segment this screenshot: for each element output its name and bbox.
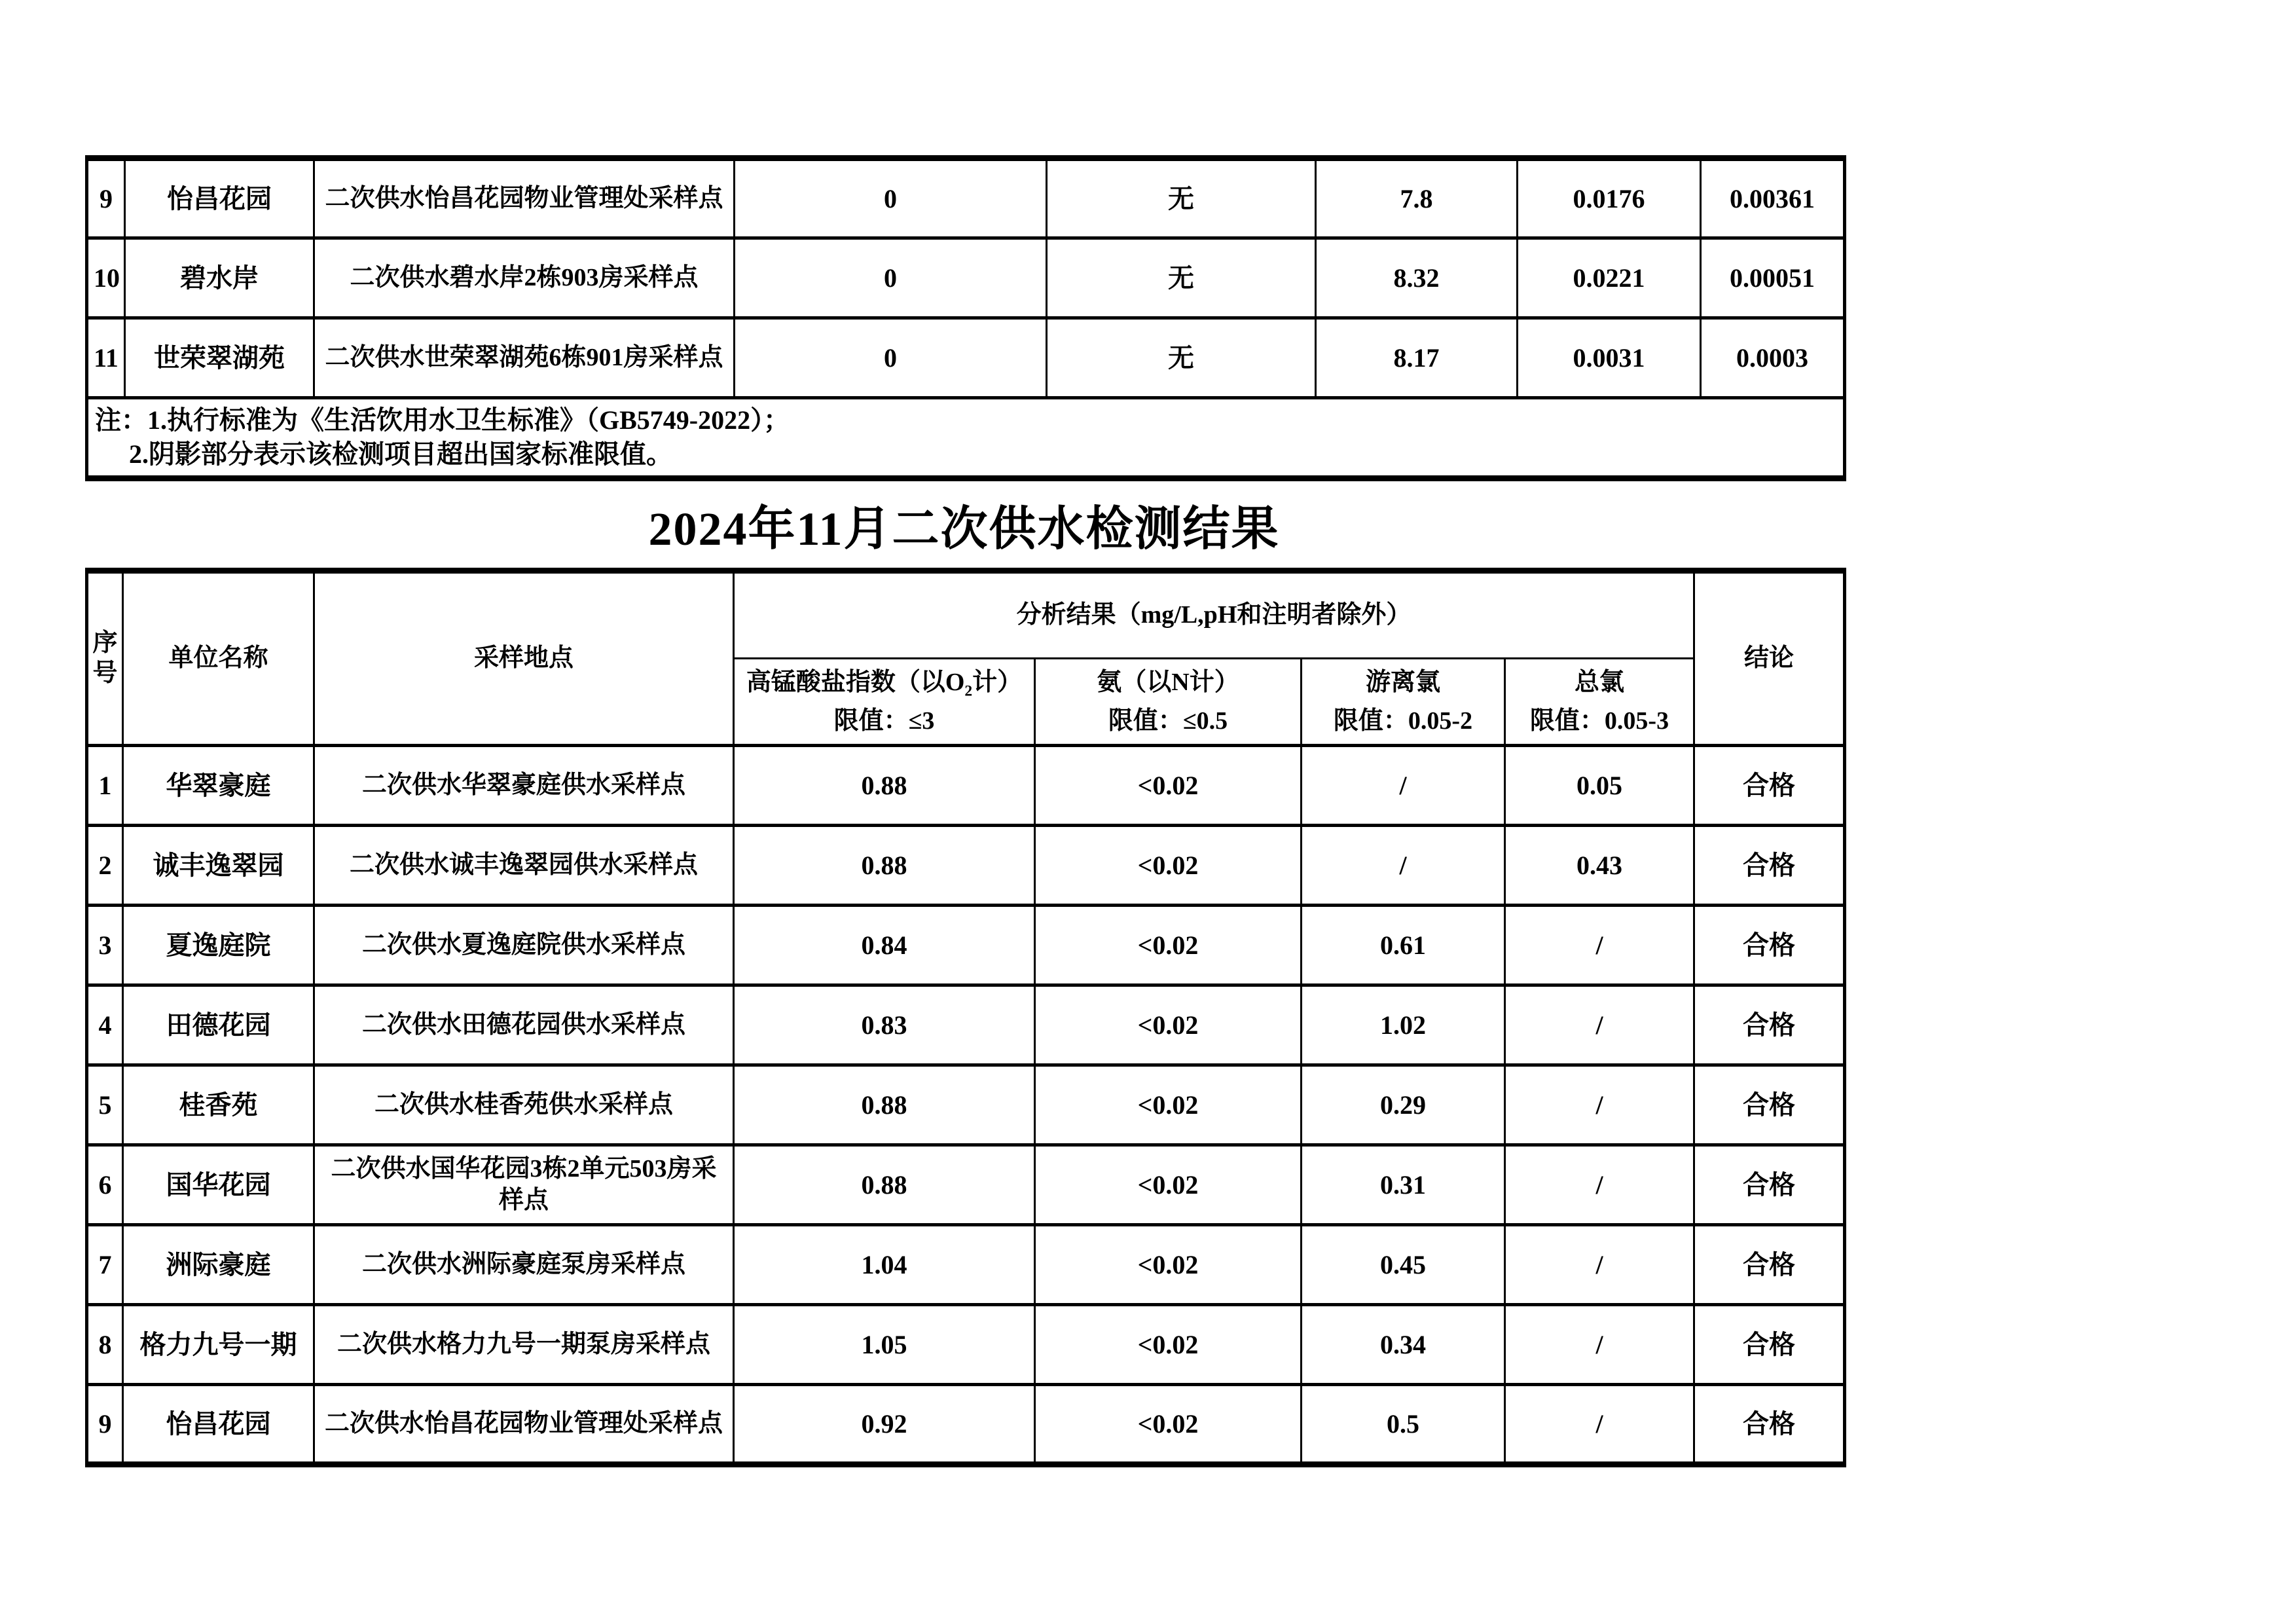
cell-unit-name: 世荣翠湖苑 — [125, 318, 314, 398]
previous-results-table — [85, 155, 1846, 481]
cell-seq: 1 — [87, 746, 123, 826]
table-row — [87, 1065, 1845, 1145]
header-unit-name: 单位名称 — [123, 571, 314, 746]
cell-value-1: 0 — [735, 238, 1047, 318]
cell-value-5: 0.00051 — [1701, 238, 1845, 318]
cell-conclusion: 合格 — [1694, 985, 1845, 1065]
cell-seq: 11 — [87, 318, 125, 398]
ammonia-limit: 限值：≤0.5 — [1108, 707, 1228, 735]
cell-unit-name: 怡昌花园 — [125, 158, 314, 238]
total-chlorine-limit: 限值：0.05-3 — [1529, 707, 1669, 735]
cell-free-chlorine: 0.45 — [1302, 1225, 1505, 1305]
cell-seq: 4 — [87, 985, 123, 1065]
cell-value-4: 0.0176 — [1518, 158, 1701, 238]
cell-unit-name: 华翠豪庭 — [123, 746, 314, 826]
header-conclusion: 结论 — [1694, 571, 1845, 746]
subscript-2: 2 — [964, 682, 973, 700]
cell-unit-name: 田德花园 — [123, 985, 314, 1065]
note-line-2: 2.阴影部分表示该检测项目超出国家标准限值。 — [129, 439, 672, 469]
cell-conclusion: 合格 — [1694, 1065, 1845, 1145]
table-row — [87, 158, 1845, 238]
cell-permanganate: 0.83 — [734, 985, 1035, 1065]
cell-seq: 5 — [87, 1065, 123, 1145]
cell-total-chlorine: / — [1505, 1225, 1694, 1305]
cell-total-chlorine: / — [1505, 985, 1694, 1065]
table-row — [87, 985, 1845, 1065]
cell-value-1: 0 — [735, 158, 1047, 238]
permanganate-name: 高锰酸盐指数（以$O_2$计） — [746, 668, 1023, 700]
cell-value-3: 8.17 — [1316, 318, 1518, 398]
page-title: 2024年11月二次供水检测结果 — [648, 503, 1280, 555]
cell-ammonia: <0.02 — [1035, 826, 1302, 906]
table-row — [87, 826, 1845, 906]
cell-location: 二次供水国华花园3栋2单元503房采样点 — [314, 1145, 734, 1225]
cell-seq: 3 — [87, 906, 123, 985]
table-row — [87, 318, 1845, 398]
table-row — [87, 1225, 1845, 1305]
cell-location: 二次供水田德花园供水采样点 — [314, 985, 734, 1065]
permanganate-limit: 限值：≤3 — [833, 707, 935, 735]
cell-conclusion: 合格 — [1694, 906, 1845, 985]
cell-free-chlorine: 0.34 — [1302, 1305, 1505, 1385]
cell-location: 二次供水怡昌花园物业管理处采样点 — [314, 1385, 734, 1465]
cell-value-3: 8.32 — [1316, 238, 1518, 318]
header-location: 采样地点 — [314, 571, 734, 746]
cell-conclusion: 合格 — [1694, 1145, 1845, 1225]
cell-value-5: 0.0003 — [1701, 318, 1845, 398]
cell-ammonia: <0.02 — [1035, 1385, 1302, 1465]
cell-free-chlorine: 0.5 — [1302, 1385, 1505, 1465]
cell-value-2: 无 — [1047, 318, 1316, 398]
cell-ammonia: <0.02 — [1035, 746, 1302, 826]
cell-unit-name: 夏逸庭院 — [123, 906, 314, 985]
cell-seq: 7 — [87, 1225, 123, 1305]
cell-conclusion: 合格 — [1694, 1305, 1845, 1385]
cell-unit-name: 碧水岸 — [125, 238, 314, 318]
cell-seq: 9 — [87, 158, 125, 238]
cell-free-chlorine: 0.29 — [1302, 1065, 1505, 1145]
cell-location: 二次供水桂香苑供水采样点 — [314, 1065, 734, 1145]
cell-value-2: 无 — [1047, 238, 1316, 318]
cell-value-4: 0.0221 — [1518, 238, 1701, 318]
table-row — [87, 746, 1845, 826]
free-chlorine-limit: 限值：0.05-2 — [1333, 707, 1473, 735]
cell-free-chlorine: / — [1302, 746, 1505, 826]
cell-unit-name: 洲际豪庭 — [123, 1225, 314, 1305]
cell-free-chlorine: 0.31 — [1302, 1145, 1505, 1225]
cell-ammonia: <0.02 — [1035, 1305, 1302, 1385]
table-row — [87, 1385, 1845, 1465]
ammonia-name: 氨（以N计） — [1097, 668, 1239, 696]
header-seq: 序号 — [87, 571, 123, 746]
cell-total-chlorine: / — [1505, 1145, 1694, 1225]
table-row — [87, 906, 1845, 985]
cell-location: 二次供水世荣翠湖苑6栋901房采样点 — [314, 318, 735, 398]
cell-unit-name: 国华花园 — [123, 1145, 314, 1225]
cell-location: 二次供水华翠豪庭供水采样点 — [314, 746, 734, 826]
cell-conclusion: 合格 — [1694, 1385, 1845, 1465]
cell-total-chlorine: 0.05 — [1505, 746, 1694, 826]
note-line-1: 注：1.执行标准为《生活饮用水卫生标准》（GB5749-2022）； — [95, 405, 790, 435]
cell-value-1: 0 — [735, 318, 1047, 398]
cell-conclusion: 合格 — [1694, 746, 1845, 826]
cell-location: 二次供水洲际豪庭泵房采样点 — [314, 1225, 734, 1305]
document-page — [85, 155, 1843, 1467]
cell-total-chlorine: / — [1505, 1305, 1694, 1385]
cell-total-chlorine: 0.43 — [1505, 826, 1694, 906]
cell-location: 二次供水夏逸庭院供水采样点 — [314, 906, 734, 985]
cell-unit-name: 格力九号一期 — [123, 1305, 314, 1385]
header-row-group — [87, 571, 1845, 659]
cell-unit-name: 诚丰逸翠园 — [123, 826, 314, 906]
cell-unit-name: 桂香苑 — [123, 1065, 314, 1145]
cell-total-chlorine: / — [1505, 1065, 1694, 1145]
cell-value-5: 0.00361 — [1701, 158, 1845, 238]
cell-ammonia: <0.02 — [1035, 1145, 1302, 1225]
cell-location: 二次供水格力九号一期泵房采样点 — [314, 1305, 734, 1385]
table-note-row — [87, 398, 1845, 479]
cell-value-3: 7.8 — [1316, 158, 1518, 238]
header-total-chlorine — [1505, 659, 1694, 746]
cell-ammonia: <0.02 — [1035, 906, 1302, 985]
cell-permanganate: 1.05 — [734, 1305, 1035, 1385]
cell-unit-name: 怡昌花园 — [123, 1385, 314, 1465]
cell-free-chlorine: 0.61 — [1302, 906, 1505, 985]
header-free-chlorine — [1302, 659, 1505, 746]
cell-permanganate: 0.88 — [734, 826, 1035, 906]
cell-seq: 8 — [87, 1305, 123, 1385]
cell-total-chlorine: / — [1505, 906, 1694, 985]
header-analysis-group: 分析结果（mg/L,pH和注明者除外） — [734, 571, 1694, 659]
results-table — [85, 568, 1846, 1467]
header-ammonia — [1035, 659, 1302, 746]
cell-conclusion: 合格 — [1694, 826, 1845, 906]
cell-permanganate: 0.88 — [734, 746, 1035, 826]
cell-value-2: 无 — [1047, 158, 1316, 238]
table-row — [87, 1305, 1845, 1385]
cell-ammonia: <0.02 — [1035, 985, 1302, 1065]
cell-seq: 2 — [87, 826, 123, 906]
free-chlorine-name: 游离氯 — [1365, 668, 1440, 696]
cell-ammonia: <0.02 — [1035, 1225, 1302, 1305]
cell-value-4: 0.0031 — [1518, 318, 1701, 398]
cell-location: 二次供水碧水岸2栋903房采样点 — [314, 238, 735, 318]
cell-permanganate: 1.04 — [734, 1225, 1035, 1305]
cell-permanganate: 0.88 — [734, 1065, 1035, 1145]
table-note-cell — [87, 398, 1845, 479]
cell-total-chlorine: / — [1505, 1385, 1694, 1465]
table-row — [87, 238, 1845, 318]
cell-seq: 10 — [87, 238, 125, 318]
cell-free-chlorine: / — [1302, 826, 1505, 906]
cell-free-chlorine: 1.02 — [1302, 985, 1505, 1065]
cell-permanganate: 0.92 — [734, 1385, 1035, 1465]
cell-location: 二次供水怡昌花园物业管理处采样点 — [314, 158, 735, 238]
cell-seq: 9 — [87, 1385, 123, 1465]
cell-seq: 6 — [87, 1145, 123, 1225]
header-permanganate — [734, 659, 1035, 746]
total-chlorine-name: 总氯 — [1575, 668, 1625, 696]
cell-conclusion: 合格 — [1694, 1225, 1845, 1305]
cell-location: 二次供水诚丰逸翠园供水采样点 — [314, 826, 734, 906]
cell-permanganate: 0.84 — [734, 906, 1035, 985]
cell-permanganate: 0.88 — [734, 1145, 1035, 1225]
table-row — [87, 1145, 1845, 1225]
cell-ammonia: <0.02 — [1035, 1065, 1302, 1145]
